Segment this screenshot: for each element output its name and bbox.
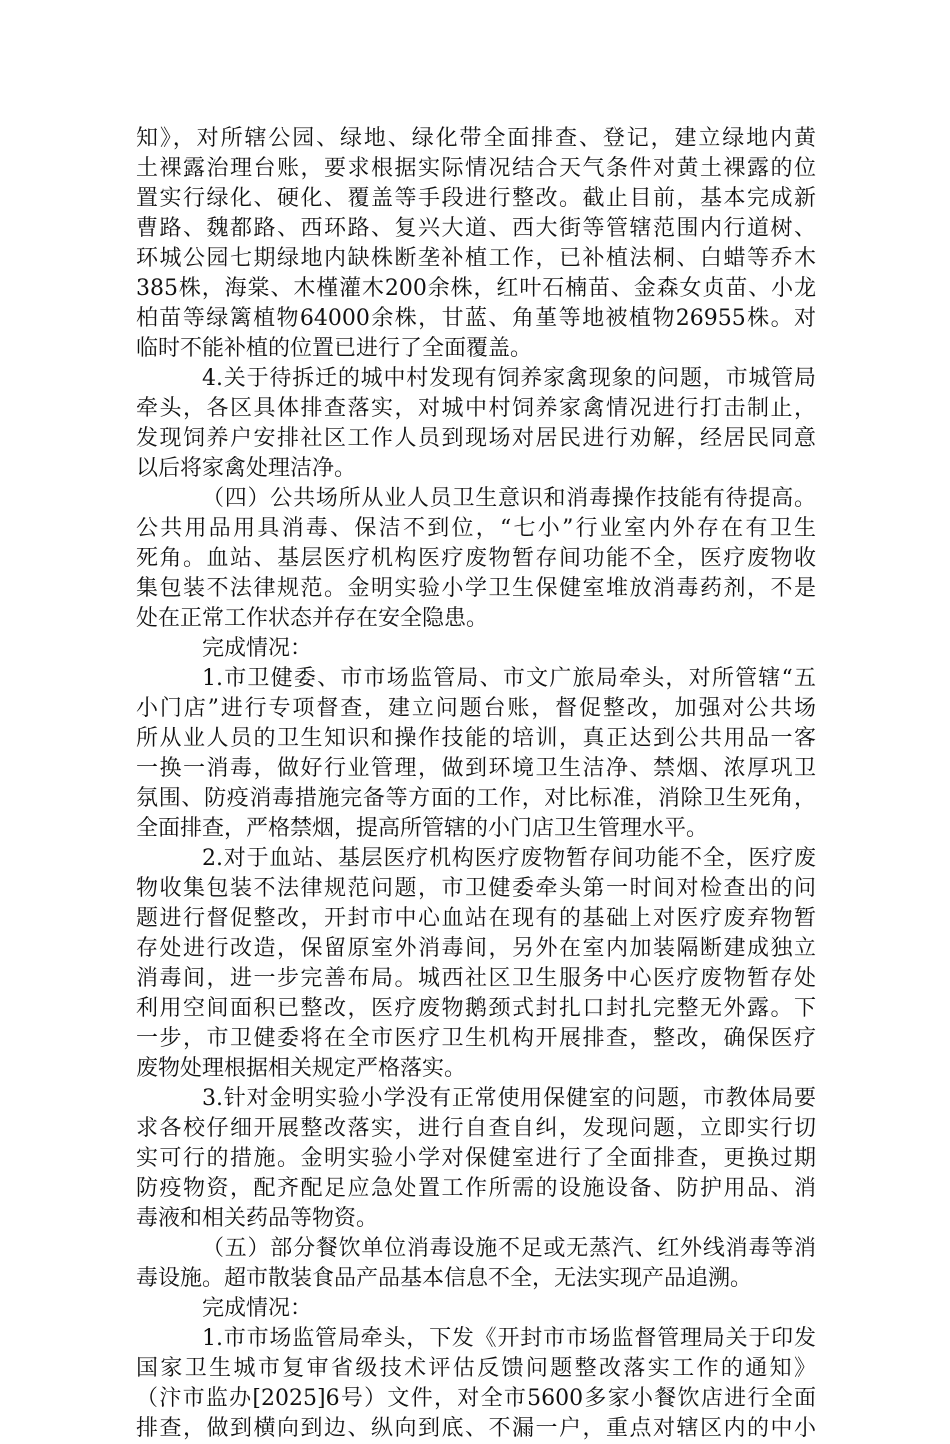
text-line: 消毒间，进一步完善布局。城西社区卫生服务中心医疗废物暂存处 (136, 966, 816, 991)
text-line: 小门店”进行专项督查，建立问题台账，督促整改，加强对公共场 (136, 696, 816, 721)
text-line: 集包装不法律规范。金明实验小学卫生保健室堆放消毒药剂，不是 (136, 576, 816, 601)
text-line: 存处进行改造，保留原室外消毒间，另外在室内加装隔断建成独立 (136, 936, 816, 961)
text-line: 全面排查，严格禁烟，提高所管辖的小门店卫生管理水平。 (136, 816, 709, 841)
text-line: 实可行的措施。金明实验小学对保健室进行了全面排查，更换过期 (136, 1146, 816, 1171)
text-line: 死角。血站、基层医疗机构医疗废物暂存间功能不全，医疗废物收 (136, 546, 816, 571)
text-line: 氛围、防疫消毒措施完备等方面的工作，对比标准，消除卫生死角， (136, 786, 816, 811)
text-line: （汴市监办[2025]6号）文件，对全市5600多家小餐饮店进行全面 (136, 1386, 816, 1411)
text-line: 国家卫生城市复审省级技术评估反馈问题整改落实工作的通知》 (136, 1356, 816, 1381)
text-line: 置实行绿化、硬化、覆盖等手段进行整改。截止目前，基本完成新 (136, 186, 816, 211)
text-line: 柏苗等绿篱植物64000余株，甘蓝、角堇等地被植物26955株。对 (136, 306, 816, 331)
text-line: （五）部分餐饮单位消毒设施不足或无蒸汽、红外线消毒等消 (202, 1236, 816, 1261)
text-line: 处在正常工作状态并存在安全隐患。 (136, 606, 489, 631)
text-line: 一换一消毒，做好行业管理，做到环境卫生洁净、禁烟、浓厚巩卫 (136, 756, 816, 781)
text-line: 毒液和相关药品等物资。 (136, 1206, 379, 1231)
text-line: 利用空间面积已整改，医疗废物鹅颈式封扎口封扎完整无外露。下 (136, 996, 816, 1021)
text-line: 曹路、魏都路、西环路、复兴大道、西大街等管辖范围内行道树、 (136, 216, 816, 241)
text-line: 毒设施。超市散装食品产品基本信息不全，无法实现产品追溯。 (136, 1266, 753, 1291)
text-line: 排查，做到横向到边、纵向到底、不漏一户，重点对辖区内的中小 (136, 1416, 816, 1441)
text-line: 知》，对所辖公园、绿地、绿化带全面排查、登记，建立绿地内黄 (136, 126, 816, 151)
text-line: 题进行督促整改，开封市中心血站在现有的基础上对医疗废弃物暂 (136, 906, 816, 931)
text-line: 4.关于待拆迁的城中村发现有饲养家禽现象的问题，市城管局 (202, 366, 816, 391)
text-line: （四）公共场所从业人员卫生意识和消毒操作技能有待提高。 (202, 486, 816, 511)
text-line: 废物处理根据相关规定严格落实。 (136, 1056, 467, 1081)
text-line: 所从业人员的卫生知识和操作技能的培训，真正达到公共用品一客 (136, 726, 816, 751)
text-line: 防疫物资，配齐配足应急处置工作所需的设施设备、防护用品、消 (136, 1176, 816, 1201)
text-line: 土裸露治理台账，要求根据实际情况结合天气条件对黄土裸露的位 (136, 156, 816, 181)
text-line: 物收集包装不法律规范问题，市卫健委牵头第一时间对检查出的问 (136, 876, 816, 901)
text-line: 1.市卫健委、市市场监管局、市文广旅局牵头，对所管辖“五 (202, 666, 816, 691)
text-line: 3.针对金明实验小学没有正常使用保健室的问题，市教体局要 (202, 1086, 816, 1111)
document-body (136, 124, 816, 1444)
text-line: 一步，市卫健委将在全市医疗卫生机构开展排查，整改，确保医疗 (136, 1026, 816, 1051)
text-line: 临时不能补植的位置已进行了全面覆盖。 (136, 336, 533, 361)
text-line: 385株，海棠、木槿灌木200余株，红叶石楠苗、金森女贞苗、小龙 (136, 276, 816, 301)
text-line: 求各校仔细开展整改落实，进行自查自纠，发现问题，立即实行切 (136, 1116, 816, 1141)
text-line: 完成情况： (202, 636, 313, 661)
text-line: 发现饲养户安排社区工作人员到现场对居民进行劝解，经居民同意 (136, 426, 816, 451)
text-line: 2.对于血站、基层医疗机构医疗废物暂存间功能不全，医疗废 (202, 846, 816, 871)
text-line: 1.市市场监管局牵头，下发《开封市市场监督管理局关于印发 (202, 1326, 816, 1351)
text-line: 环城公园七期绿地内缺株断垄补植工作，已补植法桐、白蜡等乔木 (136, 246, 816, 271)
text-line: 完成情况： (202, 1296, 313, 1321)
text-line: 公共用品用具消毒、保洁不到位，“七小”行业室内外存在有卫生 (136, 516, 816, 541)
text-line: 牵头，各区具体排查落实，对城中村饲养家禽情况进行打击制止， (136, 396, 816, 421)
text-line: 以后将家禽处理洁净。 (136, 456, 357, 481)
